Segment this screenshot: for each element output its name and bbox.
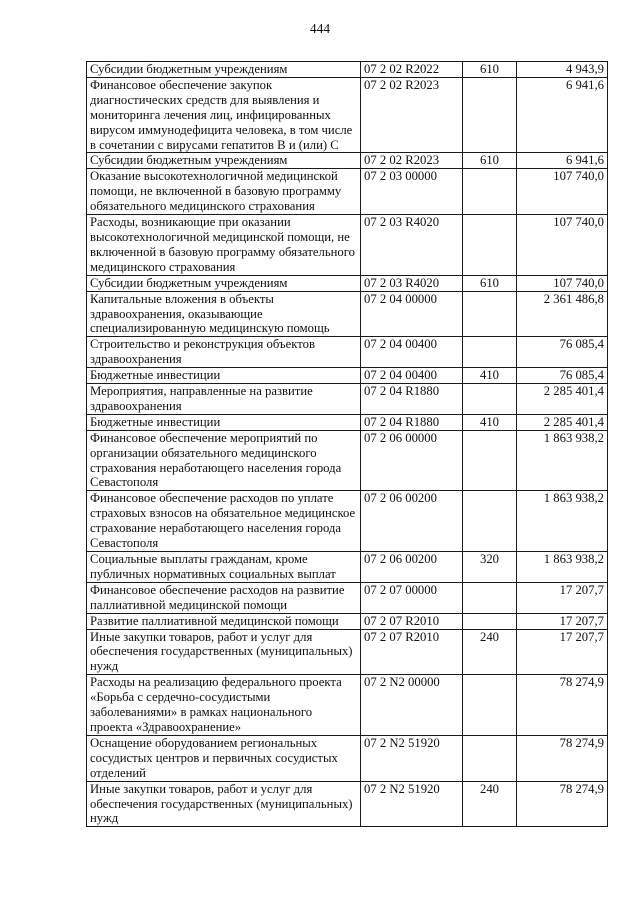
table-row	[87, 169, 608, 215]
row-amount: 2 285 401,4	[517, 414, 608, 430]
row-code: 07 2 02 R2023	[361, 77, 463, 153]
row-amount: 1 863 938,2	[517, 430, 608, 491]
row-expense-type	[463, 77, 517, 153]
row-name: Оснащение оборудованием региональных сосудистых центров и первичных сосудистых отделений	[87, 735, 361, 781]
row-amount: 78 274,9	[517, 781, 608, 827]
row-expense-type	[463, 613, 517, 629]
table-row	[87, 77, 608, 153]
table-row	[87, 491, 608, 552]
row-expense-type: 610	[463, 62, 517, 78]
table-row	[87, 291, 608, 337]
row-name: Мероприятия, направленные на развитие здравоохранения	[87, 384, 361, 415]
table-row	[87, 629, 608, 675]
row-name: Субсидии бюджетным учреждениям	[87, 153, 361, 169]
row-expense-type	[463, 491, 517, 552]
row-amount: 17 207,7	[517, 582, 608, 613]
row-expense-type	[463, 430, 517, 491]
row-expense-type	[463, 169, 517, 215]
row-code: 07 2 04 R1880	[361, 384, 463, 415]
row-code: 07 2 03 R4020	[361, 215, 463, 276]
row-amount: 1 863 938,2	[517, 552, 608, 583]
row-expense-type: 410	[463, 414, 517, 430]
row-amount: 17 207,7	[517, 613, 608, 629]
row-name: Оказание высокотехнологичной медицинской помощи, не включенной в базовую программу обязательного медицинского страхования	[87, 169, 361, 215]
row-code: 07 2 04 00000	[361, 291, 463, 337]
table-row	[87, 781, 608, 827]
row-name: Субсидии бюджетным учреждениям	[87, 275, 361, 291]
row-amount: 107 740,0	[517, 169, 608, 215]
row-expense-type	[463, 582, 517, 613]
table-row	[87, 552, 608, 583]
row-expense-type	[463, 291, 517, 337]
row-code: 07 2 N2 51920	[361, 735, 463, 781]
row-code: 07 2 N2 00000	[361, 675, 463, 736]
row-amount: 1 863 938,2	[517, 491, 608, 552]
page-number: 444	[309, 21, 331, 36]
table-row	[87, 414, 608, 430]
table-row	[87, 384, 608, 415]
row-amount: 76 085,4	[517, 368, 608, 384]
row-amount: 4 943,9	[517, 62, 608, 78]
row-amount: 2 285 401,4	[517, 384, 608, 415]
row-code: 07 2 07 00000	[361, 582, 463, 613]
row-expense-type: 610	[463, 275, 517, 291]
table-row	[87, 153, 608, 169]
table-row	[87, 337, 608, 368]
table-row	[87, 368, 608, 384]
row-code: 07 2 03 R4020	[361, 275, 463, 291]
table-row	[87, 275, 608, 291]
row-name: Социальные выплаты гражданам, кроме публичных нормативных социальных выплат	[87, 552, 361, 583]
row-name: Финансовое обеспечение расходов по уплате страховых взносов на обязательное медицинское страхование неработающего населения города Севастополя	[87, 491, 361, 552]
row-amount: 107 740,0	[517, 215, 608, 276]
row-code: 07 2 06 00000	[361, 430, 463, 491]
row-name: Расходы на реализацию федерального проекта «Борьба с сердечно-сосудистыми заболеваниями» в рамках национального проекта «Здравоохранение»	[87, 675, 361, 736]
row-code: 07 2 07 R2010	[361, 629, 463, 675]
table-row	[87, 735, 608, 781]
row-expense-type	[463, 735, 517, 781]
row-code: 07 2 04 R1880	[361, 414, 463, 430]
row-amount: 2 361 486,8	[517, 291, 608, 337]
row-code: 07 2 N2 51920	[361, 781, 463, 827]
table-row	[87, 430, 608, 491]
table-row	[87, 675, 608, 736]
row-code: 07 2 04 00400	[361, 337, 463, 368]
row-expense-type	[463, 675, 517, 736]
row-name: Бюджетные инвестиции	[87, 414, 361, 430]
row-code: 07 2 02 R2023	[361, 153, 463, 169]
row-name: Развитие паллиативной медицинской помощи	[87, 613, 361, 629]
row-code: 07 2 04 00400	[361, 368, 463, 384]
row-expense-type: 320	[463, 552, 517, 583]
row-amount: 6 941,6	[517, 77, 608, 153]
row-amount: 17 207,7	[517, 629, 608, 675]
table-row	[87, 613, 608, 629]
row-name: Финансовое обеспечение расходов на развитие паллиативной медицинской помощи	[87, 582, 361, 613]
row-name: Расходы, возникающие при оказании высокотехнологичной медицинской помощи, не включенной в базовую программу обязательного медицинского страхования	[87, 215, 361, 276]
table-row	[87, 62, 608, 78]
row-code: 07 2 02 R2022	[361, 62, 463, 78]
row-amount: 78 274,9	[517, 735, 608, 781]
row-amount: 76 085,4	[517, 337, 608, 368]
row-code: 07 2 06 00200	[361, 491, 463, 552]
row-expense-type	[463, 384, 517, 415]
row-expense-type: 240	[463, 629, 517, 675]
row-name: Субсидии бюджетным учреждениям	[87, 62, 361, 78]
row-code: 07 2 06 00200	[361, 552, 463, 583]
row-amount: 107 740,0	[517, 275, 608, 291]
row-name: Капитальные вложения в объекты здравоохранения, оказывающие специализированную медицинскую помощь	[87, 291, 361, 337]
row-expense-type: 610	[463, 153, 517, 169]
row-name: Иные закупки товаров, работ и услуг для обеспечения государственных (муниципальных) нужд	[87, 781, 361, 827]
row-code: 07 2 03 00000	[361, 169, 463, 215]
row-amount: 6 941,6	[517, 153, 608, 169]
row-name: Финансовое обеспечение закупок диагностических средств для выявления и мониторинга лечения лиц, инфицированных вирусом иммунодефицита человека, в том числе в сочетании с вирусами гепатитов B и (или) C	[87, 77, 361, 153]
row-name: Иные закупки товаров, работ и услуг для обеспечения государственных (муниципальных) нужд	[87, 629, 361, 675]
row-expense-type	[463, 337, 517, 368]
row-amount: 78 274,9	[517, 675, 608, 736]
table-row	[87, 215, 608, 276]
table-row	[87, 582, 608, 613]
row-expense-type: 410	[463, 368, 517, 384]
row-expense-type: 240	[463, 781, 517, 827]
row-code: 07 2 07 R2010	[361, 613, 463, 629]
row-name: Строительство и реконструкция объектов здравоохранения	[87, 337, 361, 368]
row-name: Бюджетные инвестиции	[87, 368, 361, 384]
row-name: Финансовое обеспечение мероприятий по организации обязательного медицинского страхования неработающего населения города Севастополя	[87, 430, 361, 491]
row-expense-type	[463, 215, 517, 276]
budget-table	[86, 61, 608, 827]
